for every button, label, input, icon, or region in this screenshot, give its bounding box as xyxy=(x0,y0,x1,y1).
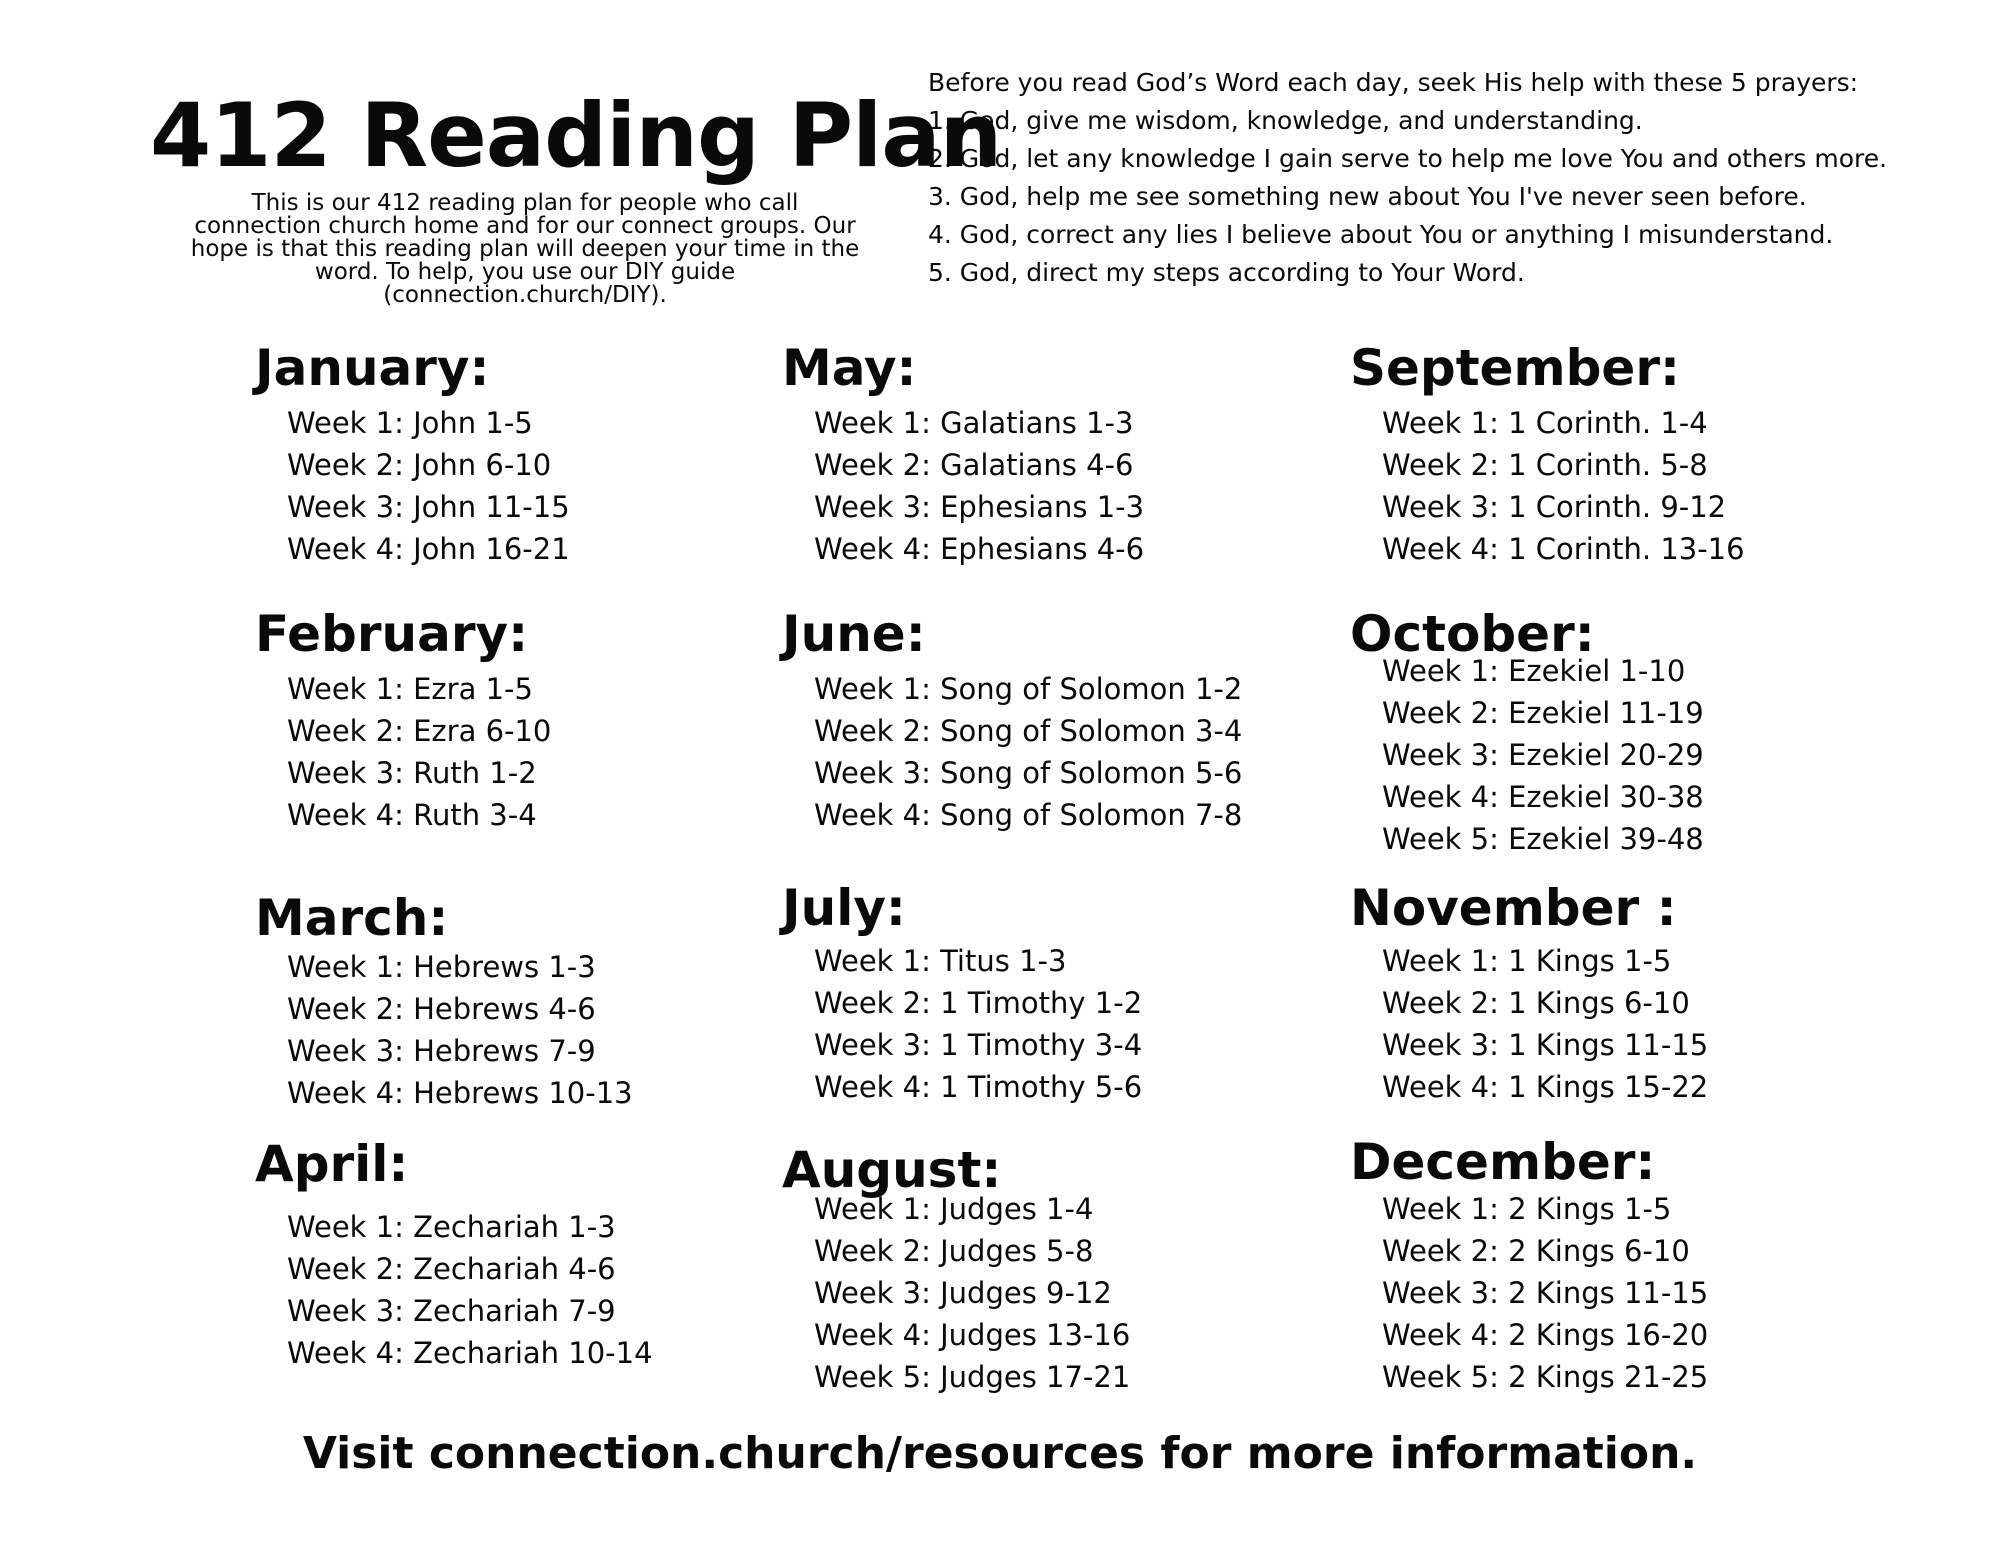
intro-line: (connection.church/DIY). xyxy=(383,282,667,308)
intro-line: word. To help, you use our DIY guide xyxy=(314,259,736,285)
week-item: Week 3: 2 Kings 11-15 xyxy=(1382,1276,1709,1310)
week-item: Week 1: Titus 1-3 xyxy=(814,944,1067,978)
month-title: October: xyxy=(1350,605,1595,663)
week-item: Week 1: Ezra 1-5 xyxy=(287,672,533,706)
week-list xyxy=(1382,650,1704,860)
week-item: Week 1: 1 Corinth. 1-4 xyxy=(1382,406,1708,440)
week-list xyxy=(287,946,633,1114)
week-item: Week 4: 1 Kings 15-22 xyxy=(1382,1070,1709,1104)
month-title: May: xyxy=(782,339,917,397)
week-list xyxy=(1382,402,1745,570)
week-item: Week 1: 1 Kings 1-5 xyxy=(1382,944,1672,978)
week-item: Week 3: Ezekiel 20-29 xyxy=(1382,738,1704,772)
month-title: January: xyxy=(255,339,490,397)
month-april xyxy=(255,1134,653,1374)
week-item: Week 2: Ezra 6-10 xyxy=(287,714,552,748)
week-item: Week 4: 1 Corinth. 13-16 xyxy=(1382,532,1745,566)
week-item: Week 2: Galatians 4-6 xyxy=(814,448,1134,482)
week-item: Week 2: John 6-10 xyxy=(287,448,552,482)
week-item: Week 4: Song of Solomon 7-8 xyxy=(814,798,1243,832)
prayer-item: 3. God, help me see something new about You I've never seen before. xyxy=(928,182,1807,211)
week-item: Week 3: Judges 9-12 xyxy=(814,1276,1112,1310)
prayers-section xyxy=(928,64,1968,292)
week-list xyxy=(814,1188,1130,1398)
week-item: Week 5: Ezekiel 39-48 xyxy=(1382,822,1704,856)
week-item: Week 1: 2 Kings 1-5 xyxy=(1382,1192,1672,1226)
month-title: November : xyxy=(1350,879,1677,937)
week-item: Week 4: 2 Kings 16-20 xyxy=(1382,1318,1709,1352)
week-item: Week 3: Hebrews 7-9 xyxy=(287,1034,596,1068)
month-december xyxy=(1350,1132,1708,1398)
week-item: Week 2: Hebrews 4-6 xyxy=(287,992,596,1026)
prayer-item: 2. God, let any knowledge I gain serve to help me love You and others more. xyxy=(928,144,1888,173)
week-item: Week 1: Galatians 1-3 xyxy=(814,406,1134,440)
week-item: Week 1: Song of Solomon 1-2 xyxy=(814,672,1243,706)
month-november xyxy=(1350,878,1708,1108)
week-item: Week 3: Zechariah 7-9 xyxy=(287,1294,616,1328)
month-august xyxy=(782,1140,1130,1398)
week-item: Week 3: 1 Corinth. 9-12 xyxy=(1382,490,1727,524)
week-item: Week 1: Ezekiel 1-10 xyxy=(1382,654,1686,688)
week-item: Week 1: Judges 1-4 xyxy=(814,1192,1094,1226)
week-item: Week 1: John 1-5 xyxy=(287,406,533,440)
month-title: September: xyxy=(1350,339,1680,397)
intro-paragraph xyxy=(150,192,900,307)
week-list xyxy=(287,402,570,570)
week-item: Week 4: John 16-21 xyxy=(287,532,570,566)
week-item: Week 4: Ezekiel 30-38 xyxy=(1382,780,1704,814)
month-title: March: xyxy=(255,889,449,947)
week-list xyxy=(814,940,1142,1108)
month-january xyxy=(255,338,570,570)
month-title: April: xyxy=(255,1135,409,1193)
month-october xyxy=(1350,604,1704,860)
prayer-item: 1. God, give me wisdom, knowledge, and understanding. xyxy=(928,106,1643,135)
week-item: Week 3: Ephesians 1-3 xyxy=(814,490,1145,524)
week-item: Week 1: Zechariah 1-3 xyxy=(287,1210,616,1244)
week-item: Week 1: Hebrews 1-3 xyxy=(287,950,596,984)
intro-line: This is our 412 reading plan for people who call xyxy=(251,190,799,216)
month-title: August: xyxy=(782,1141,1002,1199)
month-title: December: xyxy=(1350,1133,1656,1191)
week-item: Week 3: 1 Timothy 3-4 xyxy=(814,1028,1143,1062)
week-item: Week 5: Judges 17-21 xyxy=(814,1360,1131,1394)
month-september xyxy=(1350,338,1745,570)
page-title: 412 Reading Plan xyxy=(150,84,1002,187)
week-item: Week 3: John 11-15 xyxy=(287,490,570,524)
week-item: Week 4: Judges 13-16 xyxy=(814,1318,1131,1352)
week-item: Week 4: Zechariah 10-14 xyxy=(287,1336,653,1370)
week-item: Week 2: 1 Corinth. 5-8 xyxy=(1382,448,1708,482)
week-item: Week 2: 2 Kings 6-10 xyxy=(1382,1234,1690,1268)
month-may xyxy=(782,338,1144,570)
week-item: Week 2: Song of Solomon 3-4 xyxy=(814,714,1243,748)
week-item: Week 3: Song of Solomon 5-6 xyxy=(814,756,1243,790)
month-title: June: xyxy=(782,605,926,663)
week-item: Week 4: Ruth 3-4 xyxy=(287,798,537,832)
month-july xyxy=(782,878,1142,1108)
month-title: February: xyxy=(255,605,529,663)
week-item: Week 4: Hebrews 10-13 xyxy=(287,1076,633,1110)
week-item: Week 3: Ruth 1-2 xyxy=(287,756,537,790)
footer-note: Visit connection.church/resources for more information. xyxy=(302,1428,1698,1479)
week-item: Week 2: Ezekiel 11-19 xyxy=(1382,696,1704,730)
prayers-heading: Before you read God’s Word each day, seek His help with these 5 prayers: xyxy=(928,68,1859,97)
month-march xyxy=(255,888,633,1114)
week-list xyxy=(287,668,551,836)
week-list xyxy=(1382,1188,1708,1398)
week-list xyxy=(814,668,1242,836)
prayer-item: 4. God, correct any lies I believe about You or anything I misunderstand. xyxy=(928,220,1834,249)
intro-line: connection church home and for our connect groups. Our xyxy=(194,213,856,239)
week-item: Week 3: 1 Kings 11-15 xyxy=(1382,1028,1709,1062)
week-list xyxy=(287,1206,653,1374)
month-title: July: xyxy=(782,879,906,937)
intro-line: hope is that this reading plan will deepen your time in the xyxy=(190,236,860,262)
week-item: Week 2: Judges 5-8 xyxy=(814,1234,1094,1268)
week-list xyxy=(1382,940,1708,1108)
week-item: Week 2: 1 Kings 6-10 xyxy=(1382,986,1690,1020)
week-item: Week 4: 1 Timothy 5-6 xyxy=(814,1070,1143,1104)
month-june xyxy=(782,604,1242,836)
prayer-item: 5. God, direct my steps according to Your Word. xyxy=(928,258,1525,287)
week-item: Week 2: 1 Timothy 1-2 xyxy=(814,986,1143,1020)
week-item: Week 5: 2 Kings 21-25 xyxy=(1382,1360,1709,1394)
week-item: Week 4: Ephesians 4-6 xyxy=(814,532,1145,566)
week-list xyxy=(814,402,1144,570)
week-item: Week 2: Zechariah 4-6 xyxy=(287,1252,616,1286)
month-february xyxy=(255,604,551,836)
